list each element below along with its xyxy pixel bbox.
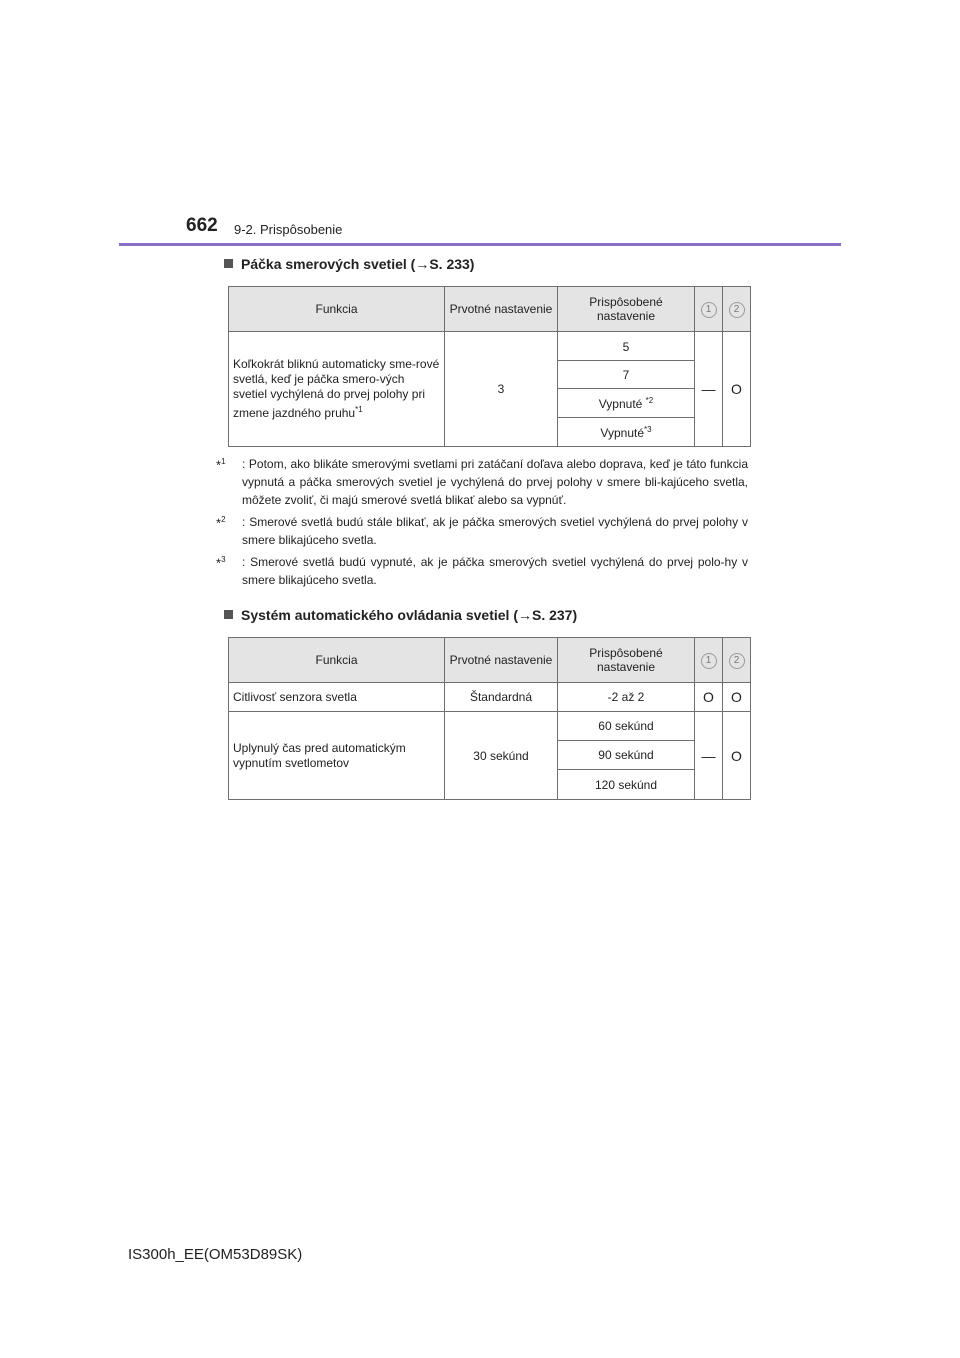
header-method-1: [695, 287, 723, 332]
initial-cell: 30 sekúnd: [445, 712, 558, 800]
turn-signal-table: [228, 286, 751, 447]
header-prisposobene: Prispôsobené nastavenie: [558, 638, 695, 683]
method-2-cell: O: [723, 683, 751, 712]
header-method-2: [723, 287, 751, 332]
option-cell: 90 sekúnd: [558, 741, 695, 770]
section-title-auto-light: Systém automatického ovládania svetiel (→S. 237): [224, 607, 577, 623]
option-cell: 5: [558, 332, 695, 361]
method-1-cell: —: [695, 712, 723, 800]
header-method-2: [723, 638, 751, 683]
footnote-mark: *$^2$: [216, 515, 226, 531]
auto-light-table: [228, 637, 751, 800]
chapter-title: 9-2. Prispôsobenie: [234, 222, 343, 237]
option-cell: 120 sekúnd: [558, 770, 695, 800]
footnote: *$^3$ : Smerové svetlá budú vypnuté, ak je páčka smerových svetiel vychýlená do prvej polo-hy v smere blikajúceho svetla.: [216, 553, 748, 589]
circled-1-icon: 1: [701, 302, 717, 318]
circled-1-icon: 1: [701, 653, 717, 669]
document-code: IS300h_EE(OM53D89SK): [128, 1246, 303, 1263]
option-cell: 7: [558, 361, 695, 389]
section-title-turn-signal: Páčka smerových svetiel (→S. 233): [224, 256, 474, 272]
method-1-cell: —: [695, 332, 723, 447]
header-method-1: [695, 638, 723, 683]
initial-cell: Štandardná: [445, 683, 558, 712]
footnotes: [216, 455, 748, 593]
method-1-cell: O: [695, 683, 723, 712]
header-funkcia: Funkcia: [229, 638, 445, 683]
method-2-cell: O: [723, 712, 751, 800]
option-cell: -2 až 2: [558, 683, 695, 712]
header-prvotne: Prvotné nastavenie: [445, 638, 558, 683]
header-funkcia: Funkcia: [229, 287, 445, 332]
footnote: *$^2$ : Smerové svetlá budú stále blikať, ak je páčka smerových svetiel vychýlená do prvej polohy v smere blikajúceho svetla.: [216, 513, 748, 549]
function-cell: Uplynulý čas pred automatickým vypnutím svetlometov: [229, 712, 445, 800]
page-number: 662: [186, 215, 218, 236]
footnote: *$^1$ : Potom, ako blikáte smerovými svetlami pri zatáčaní doľava alebo doprava, keď je táto funkcia vypnutá a páčka smerových svetiel je vychýlená do prvej polohy v smere bli-kajúceho svetla, môžete zvoliť, či majú smerové svetlá blikať alebo sa vypnúť.: [216, 455, 748, 509]
option-cell: Vypnuté$^{*3}$: [558, 418, 695, 447]
footnote-mark: *$^3$: [216, 555, 226, 571]
initial-cell: 3: [445, 332, 558, 447]
square-bullet-icon: [224, 610, 233, 619]
square-bullet-icon: [224, 259, 233, 268]
option-cell: Vypnuté $^{*2}$: [558, 389, 695, 418]
function-cell: Koľkokrát bliknú automaticky sme-rové svetlá, keď je páčka smero-vých svetiel vychýlená do prvej polohy pri zmene jazdného pruhu$^{*1}$: [229, 332, 445, 447]
function-cell: Citlivosť senzora svetla: [229, 683, 445, 712]
option-cell: 60 sekúnd: [558, 712, 695, 741]
header-prisposobene: Prispôsobené nastavenie: [558, 287, 695, 332]
method-2-cell: O: [723, 332, 751, 447]
circled-2-icon: 2: [729, 653, 745, 669]
footnote-mark: *$^1$: [216, 457, 226, 473]
circled-2-icon: 2: [729, 302, 745, 318]
header-rule: [119, 243, 841, 246]
header-prvotne: Prvotné nastavenie: [445, 287, 558, 332]
